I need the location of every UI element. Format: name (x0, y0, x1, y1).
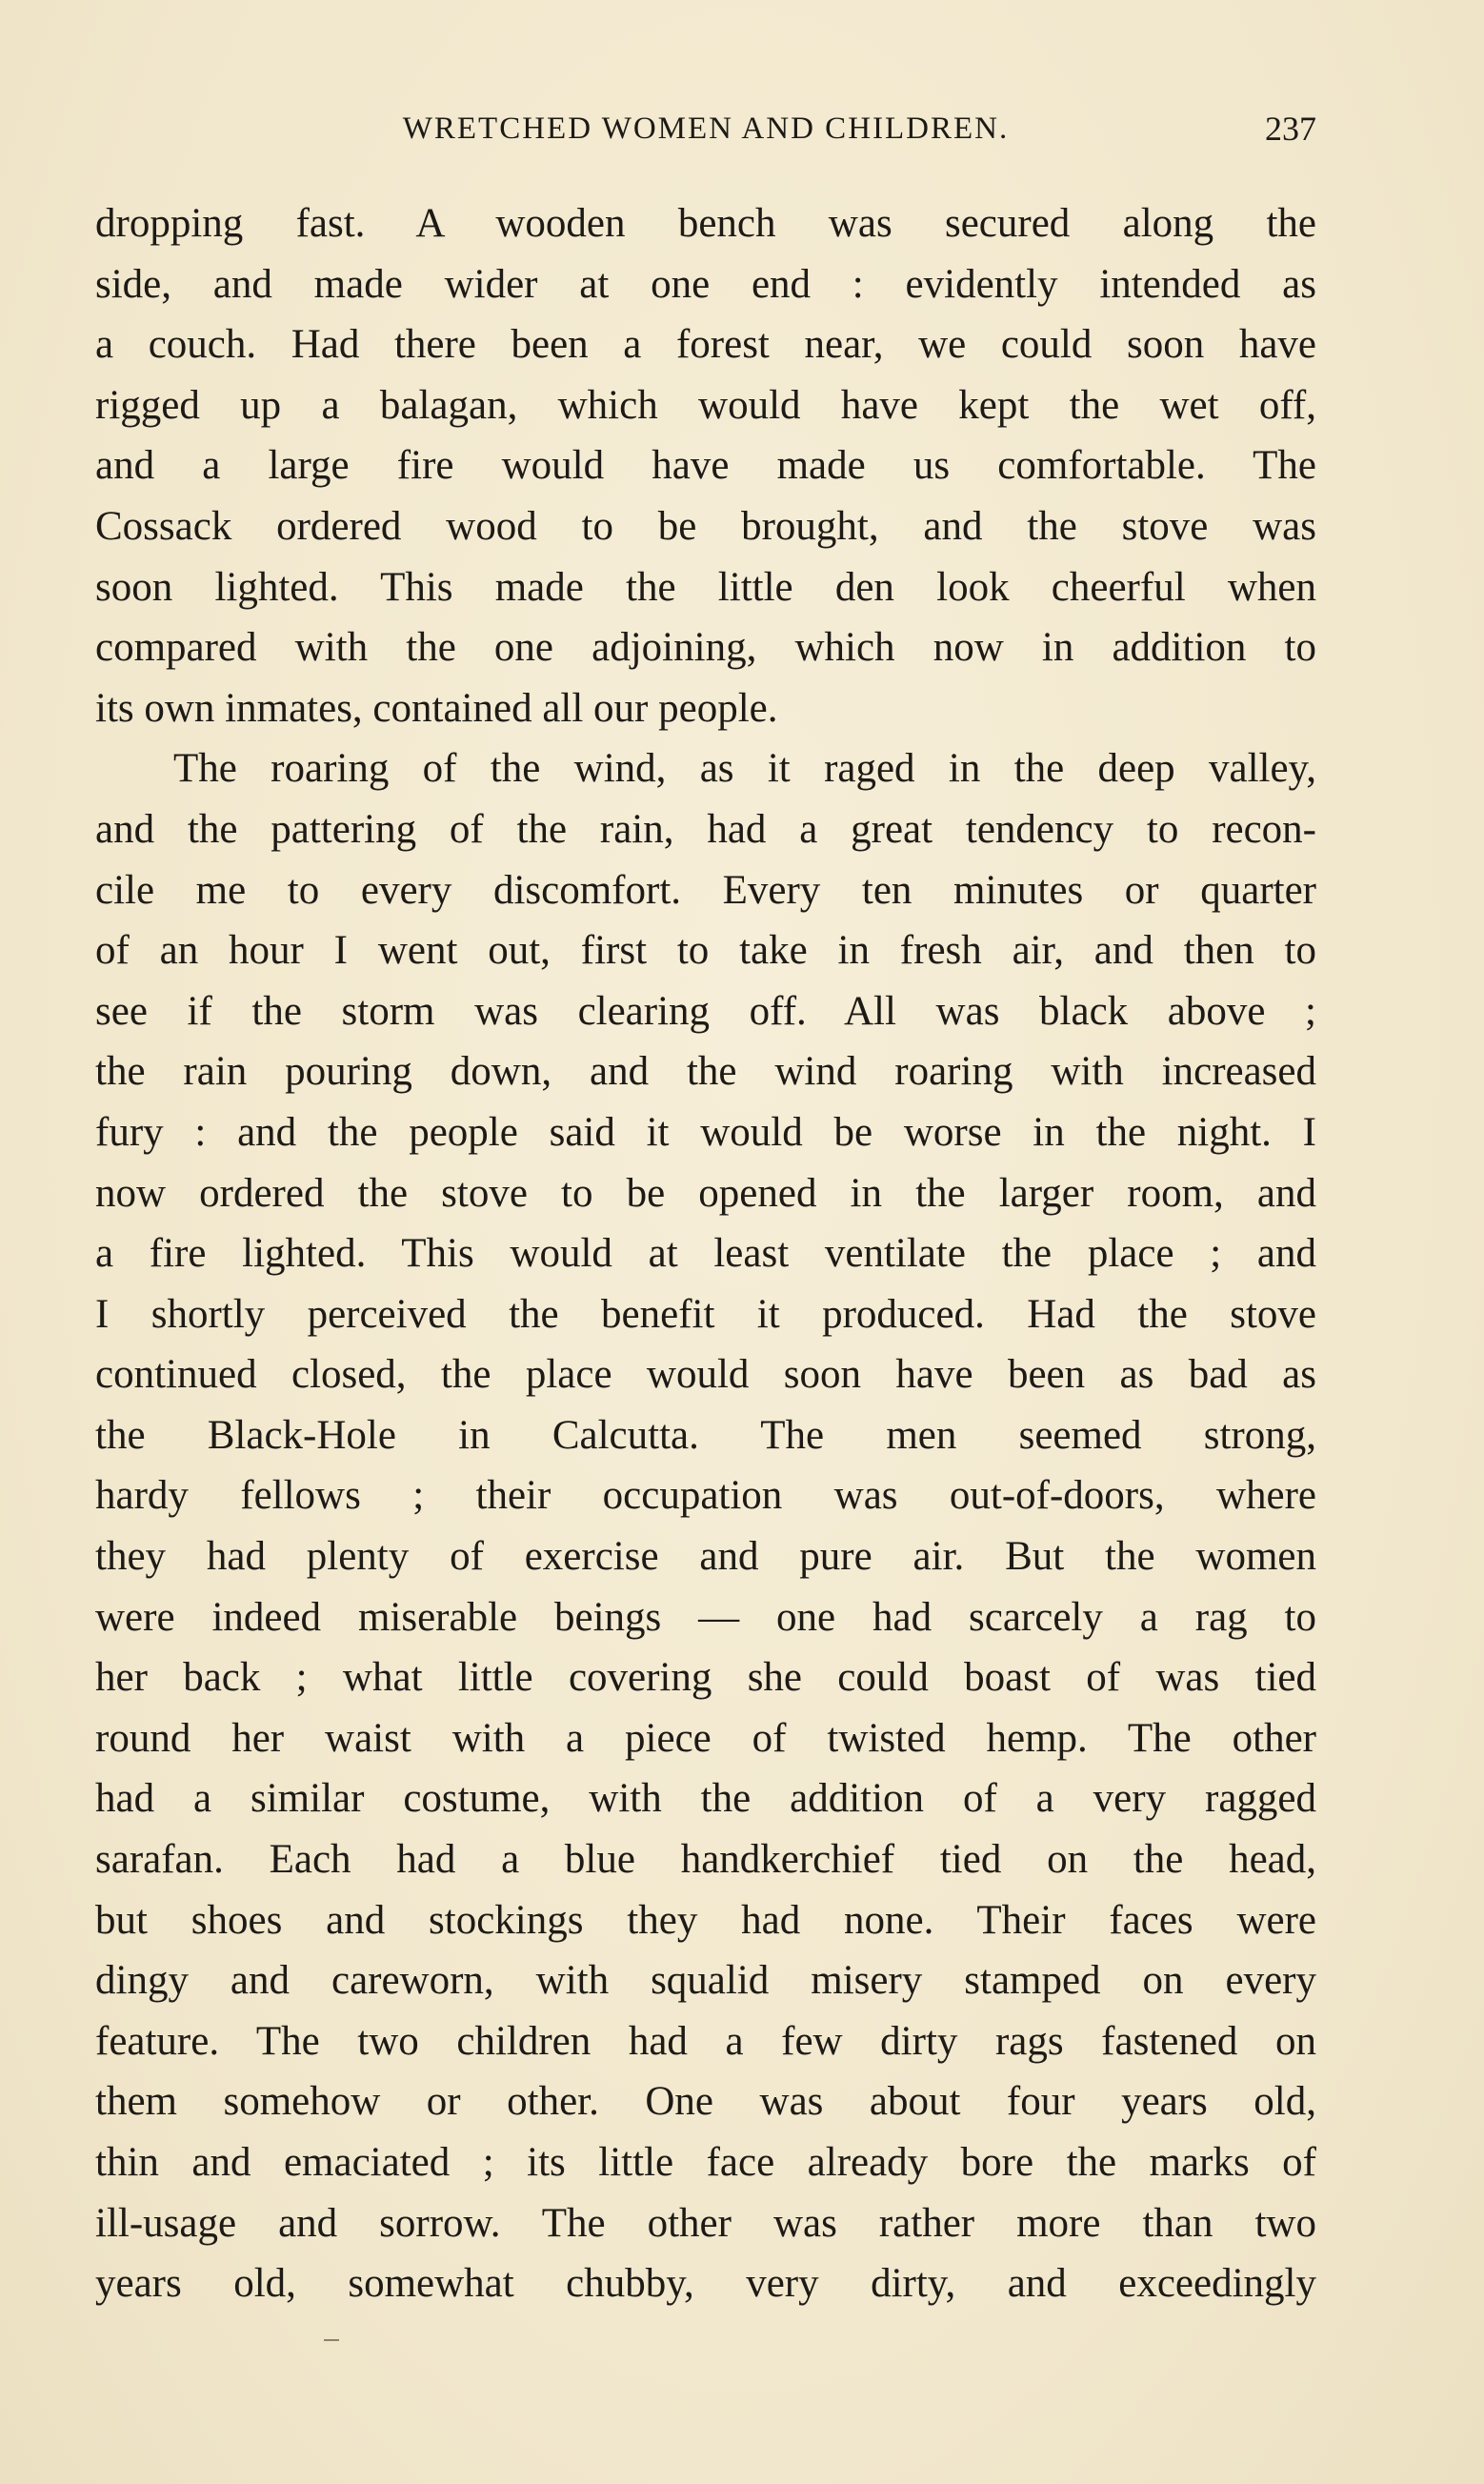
page-number: 237 (1265, 110, 1316, 148)
text-line: but shoes and stockings they had none. Their faces were (95, 1897, 1316, 1943)
text-line: dropping fast. A wooden bench was secured along the (95, 201, 1316, 246)
text-line: thin and emaciated ; its little face already bore the marks of (95, 2140, 1316, 2185)
text-line: continued closed, the place would soon have been as bad as (95, 1352, 1316, 1398)
text-line: dingy and careworn, with squalid misery stamped on every (95, 1958, 1316, 2004)
text-line: side, and made wider at one end : evidently intended as (95, 261, 1316, 307)
text-line: see if the storm was clearing off. All was black above ; (95, 988, 1316, 1034)
text-line: ill-usage and sorrow. The other was rather more than two (95, 2200, 1316, 2246)
text-line: them somehow or other. One was about four years old, (95, 2079, 1316, 2125)
text-line: compared with the one adjoining, which now in addition to (95, 625, 1316, 671)
text-line: I shortly perceived the benefit it produced. Had the stove (95, 1291, 1316, 1337)
text-line: a fire lighted. This would at least ventilate the place ; and (95, 1231, 1316, 1277)
text-line: of an hour I went out, first to take in fresh air, and then to (95, 928, 1316, 974)
running-head (95, 105, 1316, 152)
text-line: they had plenty of exercise and pure air. But the women (95, 1534, 1316, 1580)
printer-mark (324, 2339, 339, 2341)
text-line: years old, somewhat chubby, very dirty, and exceedingly (95, 2261, 1316, 2307)
text-line: its own inmates, contained all our people. (95, 685, 778, 731)
text-line: were indeed miserable beings — one had scarcely a rag to (95, 1594, 1316, 1640)
text-line: a couch. Had there been a forest near, we could soon have (95, 322, 1316, 368)
text-line: the rain pouring down, and the wind roaring with increased (95, 1049, 1316, 1095)
text-line: The roaring of the wind, as it raged in the deep valley, (173, 746, 1316, 792)
text-line: had a similar costume, with the addition of a very ragged (95, 1776, 1316, 1822)
text-line: rigged up a balagan, which would have kept the wet off, (95, 382, 1316, 428)
text-line: her back ; what little covering she could boast of was tied (95, 1655, 1316, 1701)
text-line: fury : and the people said it would be worse in the night. I (95, 1109, 1316, 1155)
text-line: hardy fellows ; their occupation was out-of-doors, where (95, 1473, 1316, 1519)
text-line: and the pattering of the rain, had a great tendency to recon- (95, 806, 1316, 852)
text-line: cile me to every discomfort. Every ten minutes or quarter (95, 867, 1316, 913)
text-line: and a large fire would have made us comfortable. The (95, 443, 1316, 489)
text-line: Cossack ordered wood to be brought, and the stove was (95, 503, 1316, 549)
text-line: the Black-Hole in Calcutta. The men seemed strong, (95, 1412, 1316, 1458)
running-title: WRETCHED WOMEN AND CHILDREN. (402, 111, 1010, 146)
text-line: sarafan. Each had a blue handkerchief tied on the head, (95, 1837, 1316, 1883)
text-line: now ordered the stove to be opened in the larger room, and (95, 1170, 1316, 1216)
text-line: round her waist with a piece of twisted hemp. The other (95, 1715, 1316, 1761)
body-text (95, 193, 1316, 2314)
text-line: feature. The two children had a few dirty rags fastened on (95, 2018, 1316, 2064)
text-line: soon lighted. This made the little den look cheerful when (95, 564, 1316, 610)
